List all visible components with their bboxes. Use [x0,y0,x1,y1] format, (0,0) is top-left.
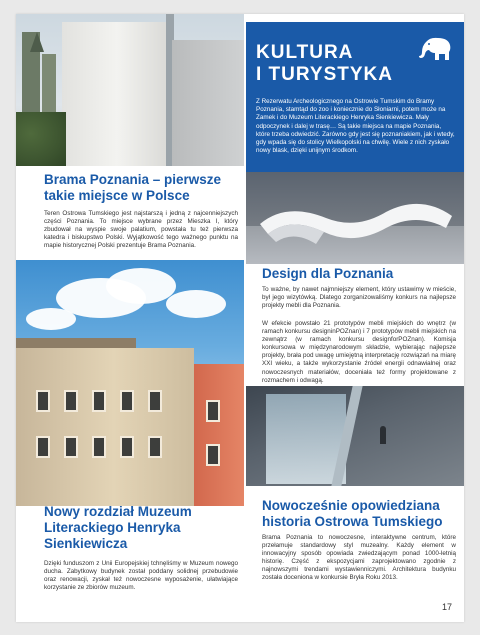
design-text-1: To ważne, by nawet najmniejszy element, który ustawimy w mieście, był jego wizytówką. Dlatego zorganizowaliśmy konkurs na najlepsze projekty mebli dla Poznania. [262,286,456,310]
brama-text: Teren Ostrowa Tumskiego jest najstarszą i jedną z najcenniejszych części Poznania. To miejsce wybrane przez Mieszka I, który zbudował na wyspie swoje palatium, powstała tu też pierwsza katedra i biskupstwo Polski. Wyjątkowość tego ważnego punktu na mapie historycznej Polski prezentuje Brama Poznania. [44,210,238,250]
section-header [246,22,464,172]
design-text-2: W efekcie powstało 21 prototypów mebli miejskich do wnętrz (w ramach konkursu designinPOZnan) i 7 prototypów mebli miejskich na zewnątrz (w ramach konkursu designforPOZnan). Komisja konkursowa w międzynarodowym składzie, wybierając najlepsze projekty, brała pod uwagę umiejętną interpretację rozwiązań na miarę XXI wieku, a także wykorzystanie źródeł energii odnawialnej oraz nowoczesnych materiałów, doceniała też formy projektowane z rozmachem i odwagą. [262,320,456,384]
muzeum-title: Nowy rozdział Muzeum Literackiego Henryka Sienkiewicza [44,504,192,551]
ostrow-tumski-interior-photo [246,386,464,486]
ostrow-title: Nowocześnie opowiedziana historia Ostrowa Tumskiego [262,498,443,529]
brama-title: Brama Poznania – pierwsze takie miejsce w Polsce [44,172,222,203]
city-bench-photo [246,172,464,264]
brama-poznania-photo [16,14,244,166]
intro-text: Z Rezerwatu Archeologicznego na Ostrowie Tumskim do Bramy Poznania, stamtąd do zoo i koniecznie do Słoniarni, potem może na Zamek i do Muzeum Literackiego Henryka Sienkiewicza. Mały odpoczynek i dalej w trasę… Są takie miejsca na mapie Poznania, które trzeba odwiedzić. Zarówno gdy jest się poznaniakiem, jak i wtedy, gdy wpada się do stolicy Wielkopolski na chwilę. Wiele z nich zyskało nowy blask, dzięki unijnym środkom. [256,98,455,155]
design-title: Design dla Poznania [262,266,394,281]
page-title: KULTURA I TURYSTYKA [256,42,393,85]
ostrow-text: Brama Poznania to nowoczesne, interaktywne centrum, które przełamuje standardowy styl muzealny. Każdy element w innowacyjny sposób opowiada zwiedzającym ponad 1000-letnią historię. Część z ekspozycjami zaprojektowano zgodnie z najnowszymi trendami wystawienniczymi. Architektura budynku została doceniona w konkursie Bryła Roku 2013. [262,534,456,582]
elephant-icon [418,36,454,62]
page-number: 17 [441,602,452,612]
brochure-page [16,14,464,622]
muzeum-text: Dzięki funduszom z Unii Europejskiej tchnęliśmy w Muzeum nowego ducha. Zabytkowy budynek został poddany solidnej przebudowie oraz renowacji, zyskał też nowoczesne wyposażenie, ułatwiające korzystanie ze zbiorów muzeum. [44,560,238,592]
museum-building-photo [16,260,244,506]
